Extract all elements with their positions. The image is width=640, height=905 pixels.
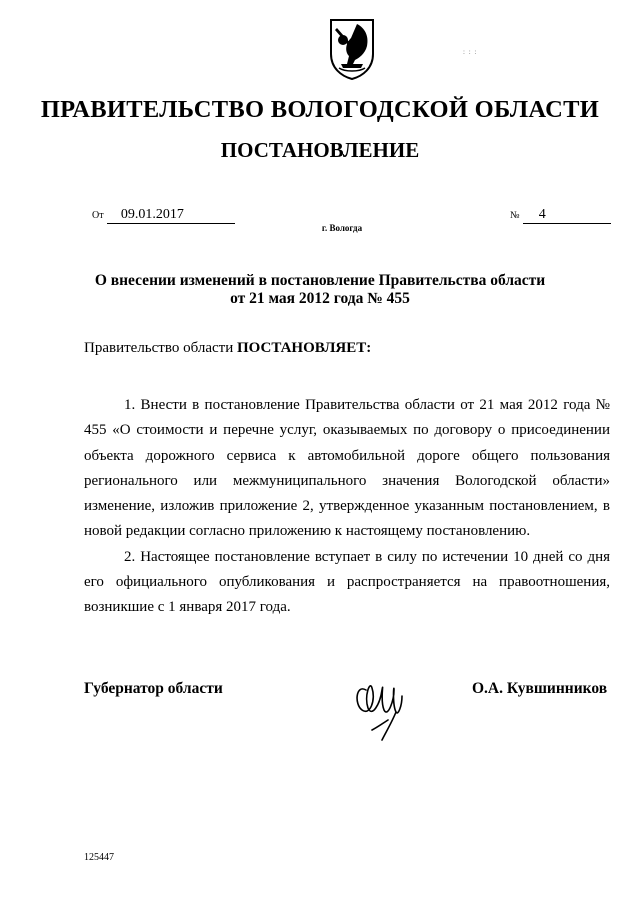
coat-of-arms-icon — [329, 18, 375, 80]
body-text — [84, 393, 610, 621]
item-2: 2. Настоящее постановление вступает в силу по истечении 10 дней со дня его официального опубликования и распространяется на правоотношения, возникшие с 1 января 2017 года. — [84, 548, 610, 616]
preamble-bold: ПОСТАНОВЛЯЕТ: — [236, 340, 372, 356]
footer-code: 125447 — [84, 852, 114, 863]
signatory-position: Губернатор области — [84, 680, 223, 697]
date-label: От — [92, 210, 104, 221]
subject-line-2: от 21 мая 2012 года № 455 — [230, 290, 410, 307]
date-value: 09.01.2017 — [107, 207, 235, 224]
org-title: ПРАВИТЕЛЬСТВО ВОЛОГОДСКОЙ ОБЛАСТИ — [40, 96, 600, 123]
number-value: 4 — [523, 207, 611, 224]
preamble-text: Правительство области — [84, 340, 237, 356]
date-line — [92, 206, 235, 224]
city-label: г. Вологда — [321, 223, 363, 233]
subject-heading — [0, 272, 640, 308]
item-1: 1. Внести в постановление Правительства области от 21 мая 2012 года № 455 «О стоимости и перечне услуг, оказываемых по договору о присоединении объекта дорожного сервиса к автомобильной дороге общего пользования регионального или межмуниципального значения Вологодской области» изменение, изложив приложение 2, утвержденное указанным постановлением, в новой редакции согласно приложению к настоящему постановлению. — [84, 397, 610, 540]
number-line — [510, 206, 611, 224]
subject-line-1: О внесении изменений в постановление Правительства области — [94, 272, 546, 289]
corner-mark: : : : — [463, 48, 478, 56]
number-label: № — [510, 210, 520, 221]
preamble — [84, 340, 371, 357]
handwritten-signature — [352, 660, 410, 744]
signatory-name: О.А. Кувшинников — [472, 680, 608, 697]
doc-type-title: ПОСТАНОВЛЕНИЕ — [220, 138, 420, 162]
